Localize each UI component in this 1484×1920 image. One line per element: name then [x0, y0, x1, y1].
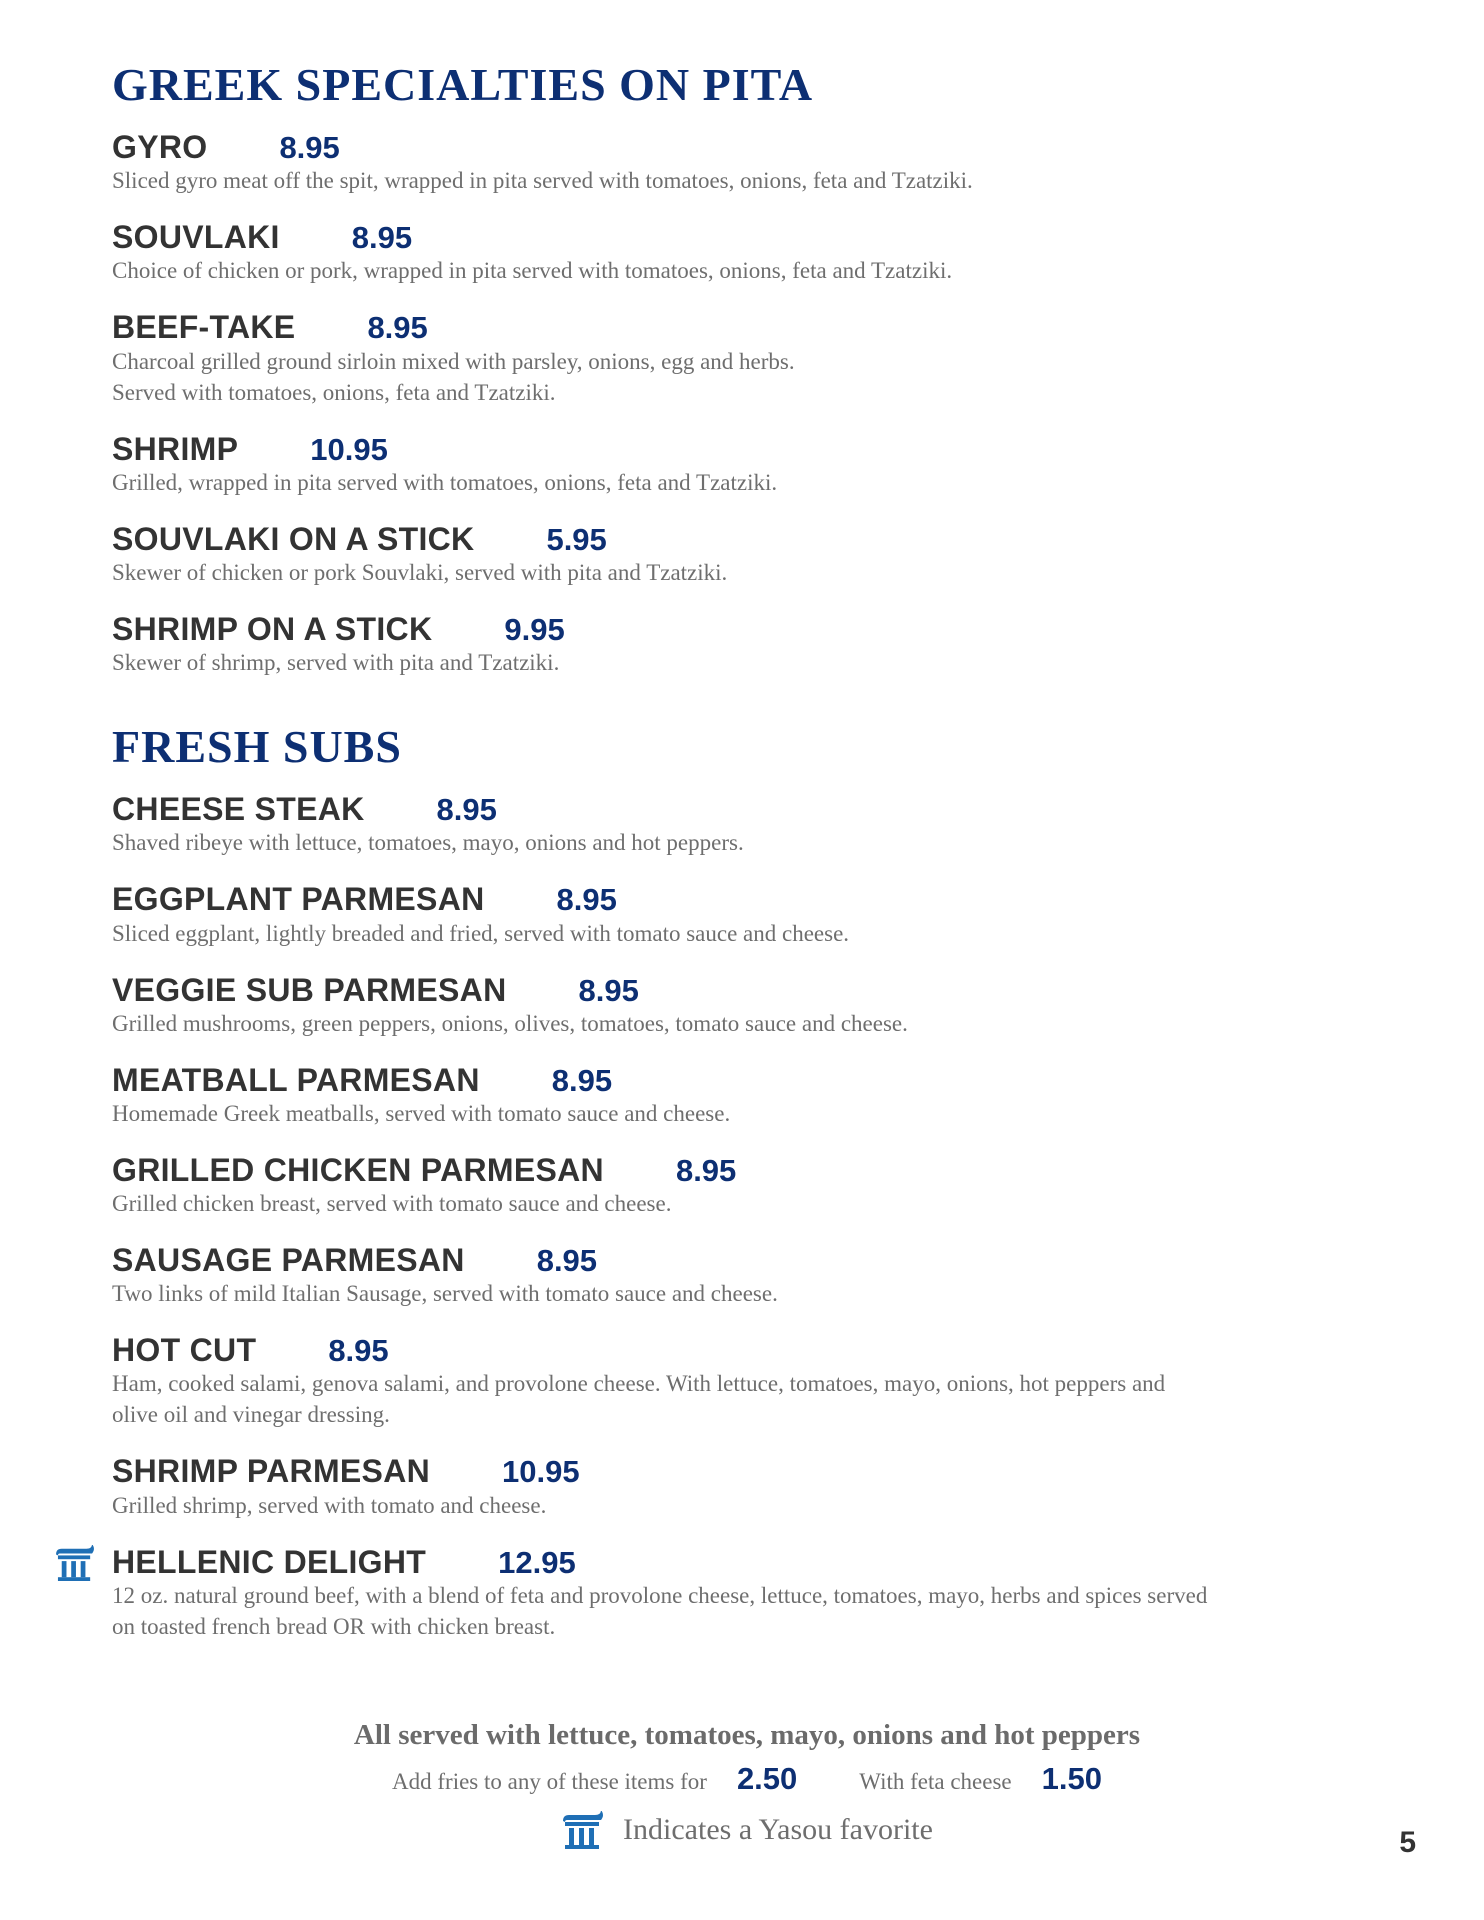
- menu-item-name: BEEF-TAKE: [112, 309, 296, 346]
- menu-item-header: [112, 1063, 1382, 1098]
- menu-item: [112, 432, 1382, 498]
- menu-item-name: SAUSAGE PARMESAN: [112, 1242, 465, 1279]
- menu-item: [112, 973, 1382, 1039]
- menu-item-description: Shaved ribeye with lettuce, tomatoes, mayo, onions and hot peppers.: [112, 830, 744, 856]
- menu-item: [112, 792, 1382, 858]
- menu-item-description: Grilled, wrapped in pita served with tomatoes, onions, feta and Tzatziki.: [112, 469, 778, 495]
- fries-addon-price: 2.50: [736, 1760, 798, 1796]
- menu-item-header: [112, 130, 1382, 165]
- served-with-note: All served with lettuce, tomatoes, mayo, onions and hot peppers: [353, 1719, 1141, 1751]
- menu-item: [112, 1333, 1382, 1430]
- menu-item: [112, 882, 1382, 948]
- menu-item-header: [112, 1454, 1382, 1489]
- page-number: 5: [1399, 1826, 1416, 1859]
- menu-item-description: Homemade Greek meatballs, served with tomato sauce and cheese.: [112, 1100, 731, 1126]
- menu-item: [112, 1454, 1382, 1520]
- menu-item-price: 8.95: [551, 1062, 613, 1098]
- menu-item-description: Grilled shrimp, served with tomato and cheese.: [112, 1492, 547, 1518]
- menu-item-header: [112, 1243, 1382, 1278]
- menu-item-header: [112, 310, 1382, 345]
- menu-item-description: Charcoal grilled ground sirloin mixed with parsley, onions, egg and herbs. Served with tomatoes, onions, feta and Tzatziki.: [112, 348, 795, 405]
- menu-item-price: 9.95: [504, 611, 565, 647]
- section-title-greek-specialties: GREEK SPECIALTIES ON PITA: [112, 59, 814, 110]
- menu-footer: [112, 1718, 1382, 1849]
- menu-item-price: 5.95: [546, 521, 607, 557]
- menu-item: [112, 220, 1382, 286]
- menu-item-name: SOUVLAKI ON A STICK: [112, 520, 475, 557]
- menu-item: [112, 1545, 1382, 1642]
- menu-item-name: HELLENIC DELIGHT: [112, 1543, 427, 1580]
- menu-page: [112, 59, 1382, 1642]
- menu-item-description: Grilled chicken breast, served with tomato sauce and cheese.: [112, 1191, 672, 1217]
- feta-addon-price: 1.50: [1041, 1760, 1102, 1796]
- menu-item-price: 10.95: [502, 1454, 580, 1490]
- menu-item: [112, 1063, 1382, 1129]
- menu-item-name: SHRIMP PARMESAN: [112, 1453, 431, 1490]
- menu-item-price: 8.95: [536, 1243, 598, 1279]
- menu-item-name: SHRIMP: [112, 430, 239, 467]
- menu-item-header: [112, 612, 1382, 647]
- menu-item: [112, 310, 1382, 407]
- menu-item-name: GRILLED CHICKEN PARMESAN: [112, 1151, 604, 1188]
- menu-item-header: [112, 1153, 1382, 1188]
- menu-item-price: 12.95: [498, 1544, 576, 1580]
- fries-addon-label: Add fries to any of these items for: [392, 1768, 707, 1794]
- menu-item-header: [112, 220, 1382, 255]
- menu-item-name: HOT CUT: [112, 1332, 257, 1369]
- menu-item-name: GYRO: [112, 129, 208, 165]
- menu-item-name: MEATBALL PARMESAN: [112, 1061, 480, 1098]
- menu-item-price: 8.95: [675, 1152, 737, 1188]
- menu-item-description: Ham, cooked salami, genova salami, and provolone cheese. With lettuce, tomatoes, mayo, onions, hot peppers and olive oil and vinegar dressing.: [112, 1371, 1166, 1428]
- menu-item-description: Grilled mushrooms, green peppers, onions, olives, tomatoes, tomato sauce and cheese.: [112, 1010, 908, 1036]
- menu-item-header: [112, 432, 1382, 467]
- menu-item-header: [112, 1333, 1382, 1368]
- menu-item-price: 8.95: [351, 220, 413, 256]
- menu-item-name: SOUVLAKI: [112, 219, 280, 256]
- legend-label: Indicates a Yasou favorite: [623, 1812, 933, 1846]
- menu-item-price: 8.95: [436, 792, 497, 828]
- feta-addon-label: With feta cheese: [859, 1768, 1012, 1794]
- menu-item-description: 12 oz. natural ground beef, with a blend of feta and provolone cheese, lettuce, tomatoes, mayo, herbs and spices served on toasted french bread OR with chicken breast.: [112, 1582, 1208, 1639]
- menu-item-header: [112, 792, 1382, 827]
- menu-item-header: [112, 522, 1382, 557]
- menu-item: [112, 1153, 1382, 1219]
- menu-item-name: CHEESE STEAK: [112, 791, 365, 828]
- greek-specialties-list: [112, 130, 1382, 678]
- menu-item-description: Sliced gyro meat off the spit, wrapped in pita served with tomatoes, onions, feta and Tzatziki.: [112, 168, 973, 194]
- menu-item-description: Skewer of shrimp, served with pita and Tzatziki.: [112, 650, 560, 676]
- menu-item-header: [112, 973, 1382, 1008]
- menu-item-price: 10.95: [310, 431, 388, 467]
- menu-item-name: EGGPLANT PARMESAN: [112, 881, 485, 918]
- menu-item-description: Choice of chicken or pork, wrapped in pita served with tomatoes, onions, feta and Tzatziki.: [112, 258, 953, 284]
- fresh-subs-list: [112, 792, 1382, 1642]
- menu-item-description: Sliced eggplant, lightly breaded and fried, served with tomato sauce and cheese.: [112, 920, 850, 946]
- menu-item-price: 8.95: [556, 882, 617, 918]
- menu-item-name: SHRIMP ON A STICK: [112, 610, 433, 647]
- menu-item: [112, 612, 1382, 678]
- menu-item-description: Two links of mild Italian Sausage, served with tomato sauce and cheese.: [112, 1281, 778, 1307]
- menu-item-price: 8.95: [578, 972, 639, 1008]
- favorite-legend: [112, 1811, 1382, 1849]
- menu-item: [112, 1243, 1382, 1309]
- greek-column-icon: [54, 1545, 96, 1581]
- addons-row: [112, 1761, 1382, 1797]
- menu-item-price: 8.95: [328, 1333, 389, 1369]
- menu-item-name: VEGGIE SUB PARMESAN: [112, 971, 507, 1008]
- menu-item-price: 8.95: [279, 130, 340, 165]
- section-title-fresh-subs: FRESH SUBS: [112, 721, 402, 773]
- greek-column-icon: [561, 1811, 605, 1849]
- menu-item-description: Skewer of chicken or pork Souvlaki, served with pita and Tzatziki.: [112, 559, 728, 585]
- menu-item-header: [112, 1545, 1382, 1580]
- menu-item: [112, 522, 1382, 588]
- menu-item: [112, 130, 1382, 196]
- menu-item-price: 8.95: [367, 310, 428, 346]
- menu-item-header: [112, 882, 1382, 917]
